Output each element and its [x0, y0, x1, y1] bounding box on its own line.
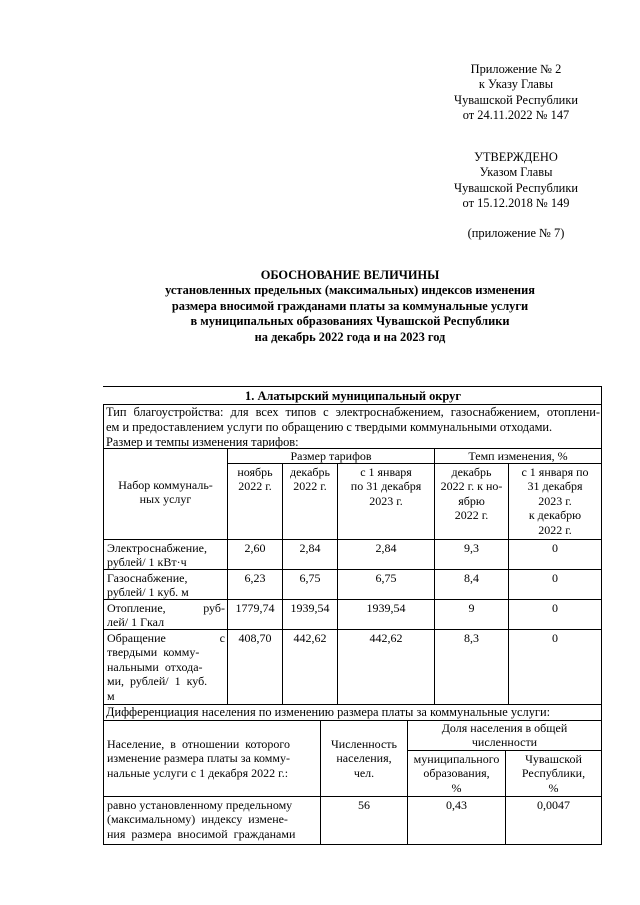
cell-text: м — [107, 688, 115, 703]
table-cell: 6,75 — [375, 571, 397, 585]
header-text: нальные услуги с 1 декабря 2022 г.: — [107, 765, 289, 780]
header-text: декабрь — [290, 465, 330, 479]
cell-text: твердыми комму- — [107, 645, 200, 660]
table-cell: 9,3 — [464, 541, 479, 555]
cell-text: нальными отхода- — [107, 659, 203, 674]
header-text: % — [548, 780, 559, 795]
header-rate-jan — [509, 465, 601, 537]
cell-word: Обращение — [107, 631, 166, 645]
table-cell: 6,23 — [244, 571, 266, 585]
table-cell: 408,70 — [238, 631, 272, 645]
table-cell: 0 — [552, 631, 558, 645]
header-text: 2022 г. — [293, 479, 327, 494]
table-cell: 0 — [552, 541, 558, 555]
table-cell: 8,4 — [464, 571, 479, 585]
table-border — [103, 539, 602, 540]
table-cell: 0 — [552, 571, 558, 585]
table-cell: 56 — [358, 798, 370, 812]
approved-line: Указом Главы — [479, 165, 553, 180]
annex-block — [430, 62, 602, 124]
cell-text: рублей/ 1 куб. м — [107, 585, 189, 600]
approved-line: от 15.12.2018 № 149 — [462, 196, 570, 211]
table-row-service — [107, 571, 225, 600]
header-text: изменение размера платы за комму- — [107, 751, 290, 766]
header-text: Набор коммуналь- — [118, 478, 213, 492]
title-line: установленных предельных (максимальных) индексов изменения — [165, 283, 535, 298]
header-text: муниципального — [413, 752, 500, 766]
table-row-population — [107, 798, 317, 841]
table-cell: 0 — [552, 601, 558, 615]
header-tariff-size: Размер тарифов — [290, 449, 372, 463]
table-cell: 2,84 — [299, 541, 321, 555]
header-change-rate: Темп изменения, % — [468, 449, 568, 463]
cell-text: Газоснабжение, — [107, 571, 188, 585]
approved-line: (приложение № 7) — [467, 225, 565, 240]
table-row-service — [107, 601, 225, 630]
table-cell: 8,3 — [464, 631, 479, 645]
header-republic — [506, 752, 601, 795]
table-cell: 0,43 — [446, 798, 467, 812]
header-count — [321, 737, 407, 780]
header-text: 2022 г. — [238, 479, 272, 494]
table-border — [103, 844, 602, 845]
title-line: размера вносимой гражданами платы за коммунальные услуги — [171, 298, 529, 313]
header-population — [107, 737, 317, 780]
table-cell: 2,84 — [375, 541, 397, 555]
header-text: к декабрю — [528, 508, 582, 523]
title-line: ОБОСНОВАНИЕ ВЕЛИЧИНЫ — [260, 268, 440, 282]
cell-word: Отопление, — [107, 601, 166, 615]
header-text: 2023 г. — [538, 493, 572, 508]
header-text: декабрь — [451, 465, 492, 479]
table-cell: 2,60 — [244, 541, 266, 555]
annex-line: Приложение № 2 — [470, 62, 562, 76]
differentiation-label: Дифференциация населения по изменению размера платы за коммунальные услуги: — [106, 705, 551, 719]
divider — [103, 386, 602, 387]
header-text: по 31 декабря — [350, 479, 422, 494]
approved-line: УТВЕРЖДЕНО — [474, 150, 558, 164]
approved-line: Чувашской Республики — [454, 180, 578, 195]
approved-block — [430, 150, 602, 241]
cell-text: лей/ 1 Гкал — [107, 615, 165, 630]
header-text: ябрю — [458, 493, 485, 508]
header-text: населения, — [336, 751, 392, 766]
cell-word: руб- — [203, 601, 225, 615]
header-text: Республики, — [521, 766, 586, 781]
header-text: % — [451, 780, 462, 795]
table-cell: 1779,74 — [235, 601, 275, 615]
header-text: 2022 г. — [454, 508, 489, 523]
table-cell: 6,75 — [299, 571, 321, 585]
table-cell: 0,0047 — [537, 798, 570, 812]
annex-line: от 24.11.2022 № 147 — [462, 108, 570, 123]
title-line: на декабрь 2022 года и на 2023 год — [254, 329, 446, 344]
header-text: чел. — [353, 765, 375, 780]
header-text: Численность — [330, 737, 398, 751]
header-text: 2022 г. к но- — [440, 479, 503, 494]
header-text: 2022 г. — [538, 522, 572, 537]
cell-text: Электроснабжение, — [107, 541, 207, 555]
header-jan-2023 — [338, 465, 434, 508]
header-text — [107, 737, 317, 751]
header-text: ных услуг — [139, 492, 192, 507]
section-heading: 1. Алатырский муниципальный округ — [245, 389, 461, 403]
cell-text — [107, 601, 225, 615]
header-text: с 1 января — [360, 465, 412, 479]
title-line: в муниципальных образованиях Чувашской Республики — [190, 314, 510, 329]
header-text: Доля населения в общей — [441, 721, 568, 735]
header-municipal — [408, 752, 505, 795]
header-nov-2022 — [228, 465, 282, 494]
header-service — [104, 478, 227, 507]
table-cell: 442,62 — [293, 631, 327, 645]
header-text: с 1 января по — [521, 465, 589, 479]
cell-word: с — [219, 631, 225, 645]
header-text: Население, в отношении которого — [107, 737, 291, 751]
header-text: Чувашской — [525, 752, 582, 766]
table-border — [103, 404, 104, 844]
table-cell: 442,62 — [369, 631, 403, 645]
cell-text: (максимальному) индексу измене- — [107, 812, 288, 827]
annex-line: к Указу Главы — [478, 77, 554, 92]
header-text: 31 декабря — [527, 479, 583, 494]
improvement-line: Тип благоустройства: для всех типов с электроснабжением, газоснабжением, отоплени- — [106, 405, 600, 419]
header-rate-dec — [435, 465, 508, 523]
table-border — [601, 386, 602, 844]
cell-text: равно установленному предельному — [107, 798, 293, 812]
header-text: 2023 г. — [369, 493, 403, 508]
header-share — [408, 721, 601, 750]
header-text: образования, — [423, 766, 490, 781]
table-border — [103, 796, 602, 797]
table-cell: 1939,54 — [366, 601, 406, 615]
document-title — [120, 268, 580, 345]
table-row-service — [107, 631, 225, 703]
cell-text — [107, 631, 225, 645]
table-cell: 9 — [468, 601, 475, 615]
improvement-line: ем и предоставлением услуги по обращению с твердыми коммунальными отходами. — [106, 420, 553, 434]
table-cell: 1939,54 — [290, 601, 330, 615]
header-text: ноябрь — [237, 465, 273, 479]
improvement-text — [106, 405, 600, 420]
cell-text: ми, рублей/ 1 куб. — [107, 674, 208, 689]
tariffs-label: Размер и темпы изменения тарифов: — [106, 435, 299, 449]
table-row-service — [107, 541, 225, 570]
header-text: численности — [471, 735, 538, 750]
annex-line: Чувашской Республики — [454, 92, 578, 107]
cell-text: рублей/ 1 кВт·ч — [107, 555, 187, 570]
header-dec-2022 — [283, 465, 337, 494]
cell-text: ния размера вносимой гражданами — [107, 826, 296, 841]
